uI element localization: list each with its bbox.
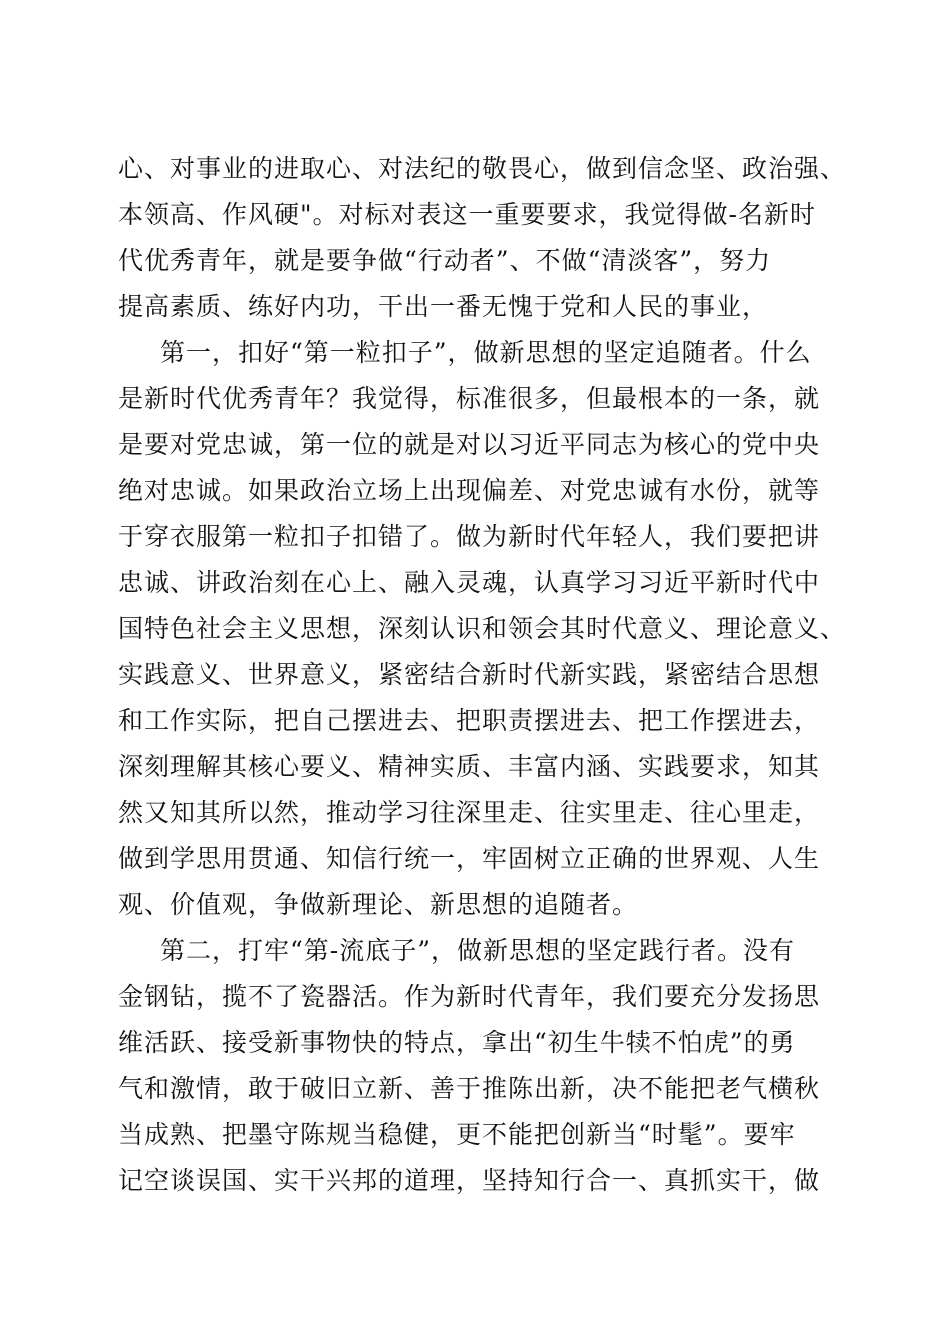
text-line: 忠诚、讲政治刻在心上、融入灵魂，认真学习习近平新时代中 (118, 568, 821, 597)
text-line: 观、价值观，争做新理论、新思想的追随者。 (118, 890, 639, 919)
text-line: 是新时代优秀青年？我觉得，标准很多，但最根本的一条，就 (118, 384, 821, 413)
text-line: 绝对忠诚。如果政治立场上出现偏差、对党忠诚有水份，就等 (118, 476, 821, 505)
text-line: 维活跃、接受新事物快的特点，拿出“初生牛犊不怕虎”的勇 (118, 1028, 796, 1057)
text-line: 记空谈误国、实干兴邦的道理，坚持知行合一、真抓实干，做 (118, 1166, 821, 1195)
text-line: 当成熟、把墨守陈规当稳健，更不能把创新当“时髦”。要牢 (118, 1120, 796, 1149)
text-line: 然又知其所以然，推动学习往深里走、往实里走、往心里走， (118, 798, 821, 827)
text-line: 是要对党忠诚，第一位的就是对以习近平同志为核心的党中央 (118, 430, 821, 459)
paragraph-first-line: 第一，扣好“第一粒扣子”，做新思想的坚定追随者。什么 (160, 338, 812, 367)
text-line: 气和激情，敢于破旧立新、善于推陈出新，决不能把老气横秋 (118, 1074, 821, 1103)
text-line: 实践意义、世界意义，紧密结合新时代新实践，紧密结合思想 (118, 660, 821, 689)
text-line: 做到学思用贯通、知信行统一，牢固树立正确的世界观、人生 (118, 844, 821, 873)
paragraph-first-line: 第二，打牢“第-流底子”，做新思想的坚定践行者。没有 (160, 936, 796, 965)
text-line: 深刻理解其核心要义、精神实质、丰富内涵、实践要求，知其 (118, 752, 821, 781)
text-line: 金钢钻，揽不了瓷器活。作为新时代青年，我们要充分发扬思 (118, 982, 821, 1011)
text-line: 国特色社会主义思想，深刻认识和领会其时代意义、理论意义、 (118, 614, 847, 643)
text-line: 心、对事业的进取心、对法纪的敬畏心，做到信念坚、政治强、 (118, 154, 847, 183)
text-line: 提高素质、练好内功，干出一番无愧于党和人民的事业， (118, 292, 769, 321)
text-line: 代优秀青年，就是要争做“行动者”、不做“清淡客”，努力 (118, 246, 772, 275)
body-text (118, 146, 847, 1204)
text-line: 于穿衣服第一粒扣子扣错了。做为新时代年轻人，我们要把讲 (118, 522, 821, 551)
text-line: 和工作实际，把自己摆进去、把职责摆进去、把工作摆进去， (118, 706, 821, 735)
text-line: 本领高、作风硬"。对标对表这一重要要求，我觉得做-名新时 (118, 200, 816, 229)
